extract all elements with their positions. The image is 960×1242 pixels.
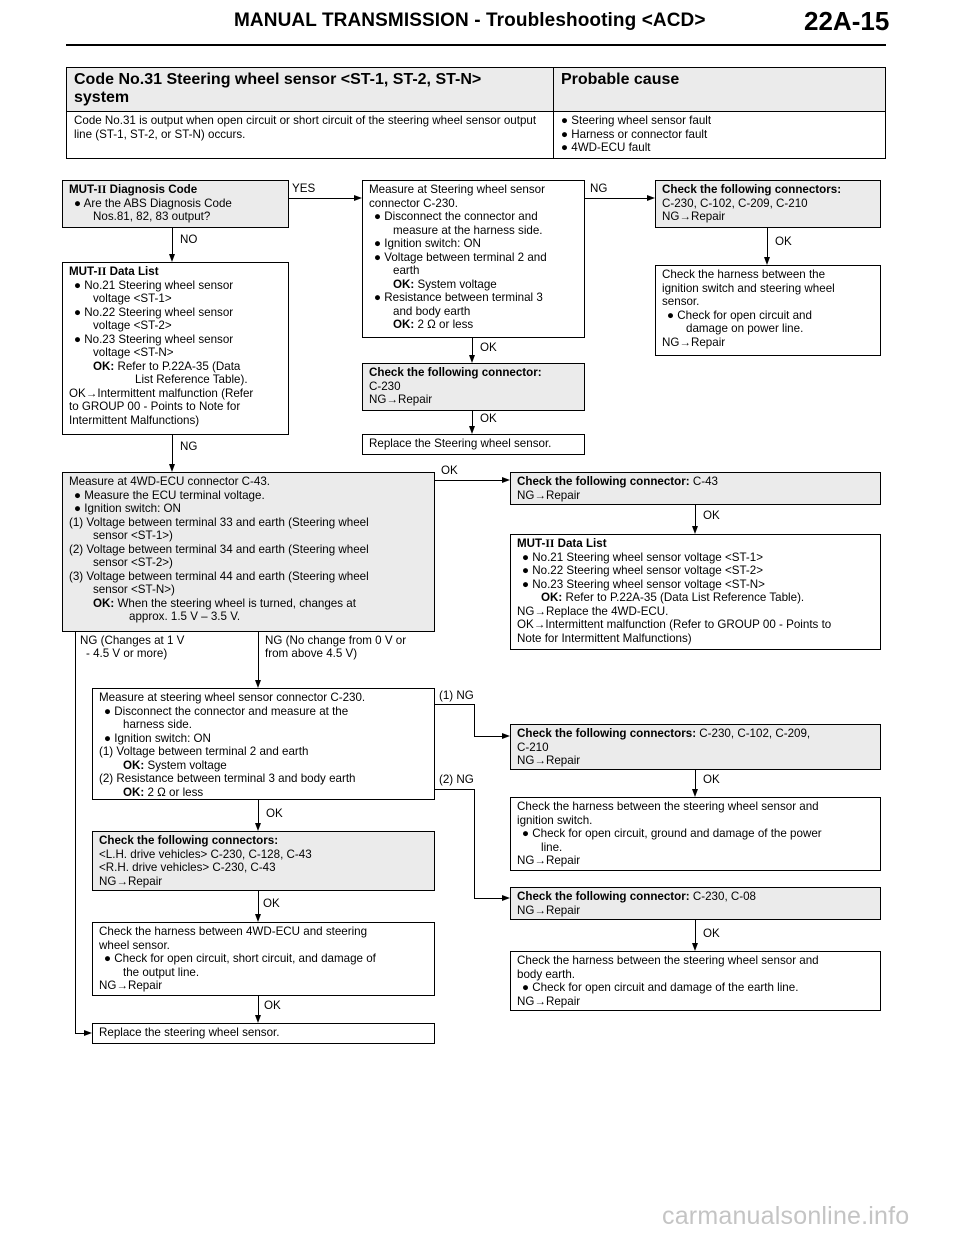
arrow-down-icon	[255, 914, 261, 922]
connector-line	[585, 198, 647, 199]
table-divider	[67, 111, 885, 112]
table-title-2: system	[74, 89, 130, 106]
mut-data-list-box: MUT-II Data List ● No.21 Steering wheel sensor voltage <ST-1> ● No.22 Steering wheel sensor voltage <ST-2> ● No.23 Steering wheel sensor voltage <ST-N> OK: Refer to P.22A-35 (Data List Reference Table). OK→Intermittent malfunction (Refer to GROUP 00 - Points to Note for Intermittent Malfunctions)	[62, 262, 289, 435]
arrow-right-icon	[502, 895, 510, 901]
check-connectors-top-right-box: Check the following connectors: C-230, C-102, C-209, C-210 NG→Repair	[655, 180, 881, 228]
label-ng-1: (1) NG	[439, 689, 474, 702]
label-ng: NG	[180, 440, 198, 453]
mut-data-list-right-box: MUT-II Data List ● No.21 Steering wheel sensor voltage <ST-1> ● No.22 Steering wheel sensor voltage <ST-2> ● No.23 Steering wheel sensor voltage <ST-N> OK: Refer to P.22A-35 (Data List Reference Table). NG→Replace the 4WD-ECU. OK→Intermittent malfunction (Refer to GROUP 00 - Points to Note for Intermittent Malfunctions)	[510, 534, 881, 650]
mut-diagnosis-code-box: MUT-II Diagnosis Code ● Are the ABS Diagnosis Code Nos.81, 82, 83 output?	[62, 180, 289, 228]
arrow-right-icon	[502, 477, 510, 483]
check-harness-ignition-lower-box: Check the harness between the steering wheel sensor and ignition switch. ● Check for open circuit, ground and damage of the power line. NG→Repair	[510, 797, 881, 871]
watermark: carmanualsonline.info	[662, 1202, 910, 1230]
table-description: Code No.31 is output when open circuit or short circuit of the steering wheel sensor output line (ST-1, ST-2, or ST-N) occurs.	[74, 114, 537, 141]
arrow-down-icon	[469, 426, 475, 434]
connector-line	[695, 920, 696, 943]
connector-line	[474, 789, 475, 899]
header-rule	[66, 44, 886, 46]
connector-line	[474, 736, 502, 737]
connector-line	[474, 898, 502, 899]
connector-line	[258, 996, 259, 1015]
label-ok: OK	[703, 509, 720, 522]
measure-4wd-ecu-box: Measure at 4WD-ECU connector C-43. ● Measure the ECU terminal voltage. ● Ignition switch: ON (1) Voltage between terminal 33 and earth (Steering wheel sensor <ST-1>) (2) Voltage between terminal 34 and earth (Steering wheel sensor <ST-2>) (3) Voltage between terminal 44 and earth (Steering wheel sensor <ST-N>) OK: When the steering wheel is turned, changes at approx. 1.5 V – 3.5 V.	[62, 472, 435, 632]
label-ok: OK	[703, 773, 720, 786]
arrow-down-icon	[169, 254, 175, 262]
arrow-down-icon	[692, 526, 698, 534]
label-ng-nochange-1: NG (No change from 0 V or	[265, 634, 407, 647]
label-ok: OK	[703, 927, 720, 940]
arrow-down-icon	[255, 823, 261, 831]
arrow-down-icon	[692, 943, 698, 951]
arrow-right-icon	[354, 195, 362, 201]
arrow-right-icon	[647, 195, 655, 201]
check-connectors-mid-right-box: Check the following connectors: C-230, C-102, C-209, C-210 NG→Repair	[510, 724, 881, 770]
connector-line	[75, 1033, 84, 1034]
table-title-1: Code No.31 Steering wheel sensor <ST-1, ST-2, ST-N>	[74, 71, 482, 88]
connector-line	[435, 480, 502, 481]
label-ok: OK	[480, 341, 497, 354]
arrow-right-icon	[84, 1030, 92, 1036]
measure-c230-box: Measure at Steering wheel sensor connector C-230. ● Disconnect the connector and measure at the harness side. ● Ignition switch: ON ● Voltage between terminal 2 and earth OK: System voltage ● Resistance between terminal 3 and body earth OK: 2 Ω or less	[362, 180, 585, 338]
replace-sensor-box-bottom: Replace the steering wheel sensor.	[92, 1023, 435, 1044]
check-connector-c230-c08-box: Check the following connector: C-230, C-08 NG→Repair	[510, 887, 881, 920]
arrow-down-icon	[692, 789, 698, 797]
connector-line	[695, 770, 696, 789]
label-yes: YES	[292, 182, 316, 195]
label-no: NO	[180, 233, 198, 246]
connector-line	[767, 228, 768, 257]
label-ok: OK	[264, 999, 281, 1012]
label-ng-changes-1: NG (Changes at 1 V	[80, 634, 185, 647]
label-ng-changes-2: - 4.5 V or more)	[86, 647, 168, 660]
page-number: 22A-15	[804, 6, 890, 36]
connector-line	[435, 704, 475, 705]
arrow-down-icon	[469, 355, 475, 363]
connector-line	[472, 411, 473, 426]
arrow-down-icon	[255, 680, 261, 688]
measure-c230-lower-box: Measure at steering wheel sensor connector C-230. ● Disconnect the connector and measure at the harness side. ● Ignition switch: ON (1) Voltage between terminal 2 and earth OK: System voltage (2) Resistance between terminal 3 and body earth OK: 2 Ω or less	[92, 688, 435, 800]
cause-item: ● Steering wheel sensor fault	[561, 114, 712, 127]
connector-line	[435, 789, 475, 790]
table-title-right: Probable cause	[561, 71, 680, 88]
page-header-title: MANUAL TRANSMISSION - Troubleshooting <ACD>	[234, 10, 706, 31]
check-connector-c230-box: Check the following connector: C-230 NG→Repair	[362, 363, 585, 411]
label-ok: OK	[775, 235, 792, 248]
arrow-down-icon	[255, 1015, 261, 1023]
connector-line	[474, 704, 475, 737]
connector-line	[258, 800, 259, 823]
check-connector-c43-box: Check the following connector: C-43 NG→Repair	[510, 472, 881, 505]
arrow-down-icon	[764, 257, 770, 265]
probable-cause-list	[561, 114, 711, 155]
label-ng-2: (2) NG	[439, 773, 474, 786]
connector-line	[75, 632, 76, 1034]
label-ok: OK	[480, 412, 497, 425]
connector-line	[172, 435, 173, 464]
check-harness-ecu-sensor-box: Check the harness between 4WD-ECU and steering wheel sensor. ● Check for open circuit, short circuit, and damage of the output line. NG→Repair	[92, 922, 435, 996]
check-harness-body-earth-box: Check the harness between the steering wheel sensor and body earth. ● Check for open circuit and damage of the earth line. NG→Repair	[510, 951, 881, 1011]
label-ok: OK	[266, 807, 283, 820]
connector-line	[172, 228, 173, 254]
connector-line	[695, 505, 696, 526]
check-connectors-lhd-rhd-box: Check the following connectors: <L.H. drive vehicles> C-230, C-128, C-43 <R.H. drive vehicles> C-230, C-43 NG→Repair	[92, 831, 435, 891]
connector-line	[472, 338, 473, 355]
check-harness-ignition-box: Check the harness between the ignition switch and steering wheel sensor. ● Check for open circuit and damage on power line. NG→Repair	[655, 265, 881, 356]
label-ng-nochange-2: from above 4.5 V)	[265, 647, 358, 660]
arrow-right-icon	[502, 733, 510, 739]
replace-sensor-box-top: Replace the Steering wheel sensor.	[362, 434, 585, 455]
cause-item: ● 4WD-ECU fault	[561, 141, 651, 154]
label-ok: OK	[263, 897, 280, 910]
connector-line	[289, 198, 354, 199]
code-summary-table	[66, 67, 886, 159]
connector-line	[258, 891, 259, 914]
label-ng: NG	[590, 182, 608, 195]
connector-line	[258, 632, 259, 680]
arrow-down-icon	[169, 464, 175, 472]
cause-item: ● Harness or connector fault	[561, 127, 708, 141]
label-ok: OK	[441, 464, 458, 477]
